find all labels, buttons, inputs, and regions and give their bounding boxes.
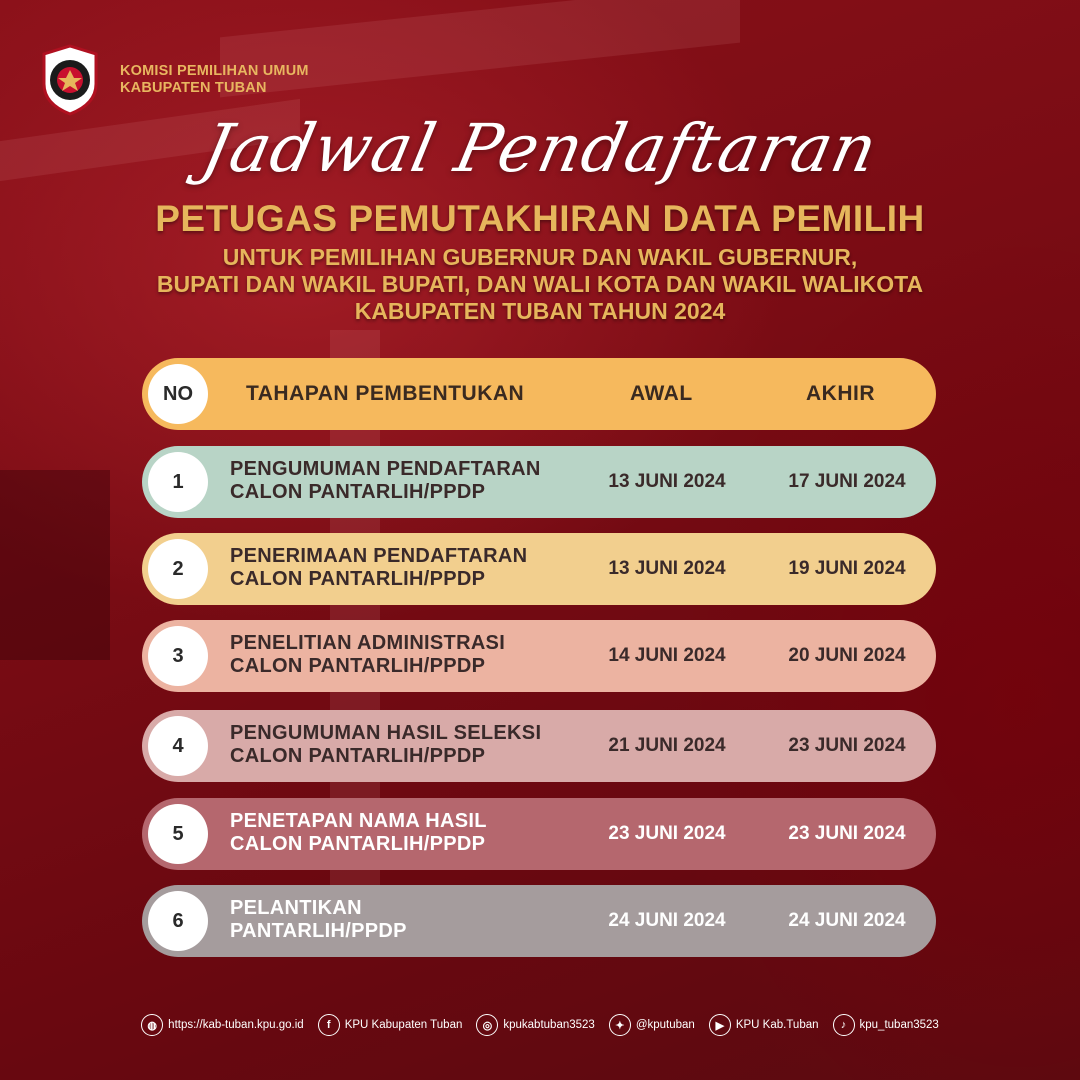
youtube-icon: ▶	[709, 1014, 731, 1036]
stage-line-2: PANTARLIH/PPDP	[230, 920, 407, 942]
table-row	[142, 798, 936, 870]
row-number: 2	[148, 539, 208, 599]
stage-line-1: PENELITIAN ADMINISTRASI	[230, 632, 506, 654]
start-date: 24 JUNI 2024	[608, 910, 726, 931]
subtitle-line-3: KABUPATEN TUBAN TAHUN 2024	[354, 298, 726, 324]
tiktok-link[interactable]	[833, 1014, 939, 1036]
instagram-link[interactable]	[476, 1014, 594, 1036]
stage-line-2: CALON PANTARLIH/PPDP	[230, 655, 486, 677]
facebook-link[interactable]	[318, 1014, 463, 1036]
website-text: https://kab-tuban.kpu.go.id	[168, 1019, 304, 1031]
stage-line-1: PENERIMAAN PENDAFTARAN	[230, 545, 528, 567]
stage-line-2: CALON PANTARLIH/PPDP	[230, 745, 486, 767]
end-date: 17 JUNI 2024	[788, 471, 906, 492]
twitter-text: @kputuban	[635, 1019, 695, 1031]
row-number: 5	[148, 804, 208, 864]
row-stage	[230, 810, 570, 856]
header-end: AKHIR	[806, 382, 875, 405]
website-link[interactable]	[141, 1014, 304, 1036]
end-date: 19 JUNI 2024	[788, 558, 906, 579]
header-stage: TAHAPAN PEMBENTUKAN	[246, 382, 525, 405]
facebook-text: KPU Kabupaten Tuban	[344, 1019, 463, 1031]
social-footer	[0, 1010, 1080, 1040]
end-date: 20 JUNI 2024	[788, 645, 906, 666]
kpu-logo	[40, 44, 100, 116]
table-header	[142, 358, 936, 430]
stage-line-2: CALON PANTARLIH/PPDP	[230, 481, 486, 503]
start-date: 13 JUNI 2024	[608, 471, 726, 492]
table-row	[142, 533, 936, 605]
end-date: 23 JUNI 2024	[788, 823, 906, 844]
main-title: PETUGAS PEMUTAKHIRAN DATA PEMILIH	[155, 198, 925, 239]
stage-line-1: PENGUMUMAN PENDAFTARAN	[230, 458, 541, 480]
table-row	[142, 620, 936, 692]
stage-line-1: PELANTIKAN	[230, 897, 362, 919]
table-row	[142, 885, 936, 957]
org-line-1: KOMISI PEMILIHAN UMUM	[120, 63, 309, 79]
youtube-link[interactable]	[709, 1014, 819, 1036]
youtube-text: KPU Kab.Tuban	[735, 1019, 819, 1031]
start-date: 23 JUNI 2024	[608, 823, 726, 844]
row-stage	[230, 458, 570, 504]
tiktok-icon: ♪	[833, 1014, 855, 1036]
table-row	[142, 710, 936, 782]
organization-name	[120, 63, 309, 97]
row-number: 6	[148, 891, 208, 951]
instagram-text: kpukabtuban3523	[503, 1019, 595, 1031]
start-date: 21 JUNI 2024	[608, 735, 726, 756]
row-stage	[230, 722, 570, 768]
row-number: 4	[148, 716, 208, 776]
script-title: Jadwal Pendaftaran	[195, 110, 885, 187]
subtitle-line-1: UNTUK PEMILIHAN GUBERNUR DAN WAKIL GUBERNUR,	[222, 244, 858, 270]
row-stage	[230, 545, 570, 591]
tiktok-text: kpu_tuban3523	[859, 1019, 939, 1031]
end-date: 24 JUNI 2024	[788, 910, 906, 931]
twitter-link[interactable]	[609, 1014, 695, 1036]
org-line-2: KABUPATEN TUBAN	[120, 80, 267, 96]
row-stage	[230, 897, 570, 943]
end-date: 23 JUNI 2024	[788, 735, 906, 756]
background-window	[0, 470, 110, 660]
stage-line-2: CALON PANTARLIH/PPDP	[230, 568, 486, 590]
row-number: 3	[148, 626, 208, 686]
row-stage	[230, 632, 570, 678]
start-date: 13 JUNI 2024	[608, 558, 726, 579]
subtitle-line-2: BUPATI DAN WAKIL BUPATI, DAN WALI KOTA DAN WAKIL WALIKOTA	[156, 271, 924, 297]
twitter-icon: ✦	[609, 1014, 631, 1036]
stage-line-2: CALON PANTARLIH/PPDP	[230, 833, 486, 855]
table-row	[142, 446, 936, 518]
stage-line-1: PENGUMUMAN HASIL SELEKSI	[230, 722, 542, 744]
globe-icon: ◍	[141, 1014, 163, 1036]
facebook-icon: f	[318, 1014, 340, 1036]
instagram-icon: ◎	[476, 1014, 498, 1036]
header-start: AWAL	[630, 382, 693, 405]
start-date: 14 JUNI 2024	[608, 645, 726, 666]
header-no: NO	[148, 364, 208, 424]
stage-line-1: PENETAPAN NAMA HASIL	[230, 810, 487, 832]
row-number: 1	[148, 452, 208, 512]
